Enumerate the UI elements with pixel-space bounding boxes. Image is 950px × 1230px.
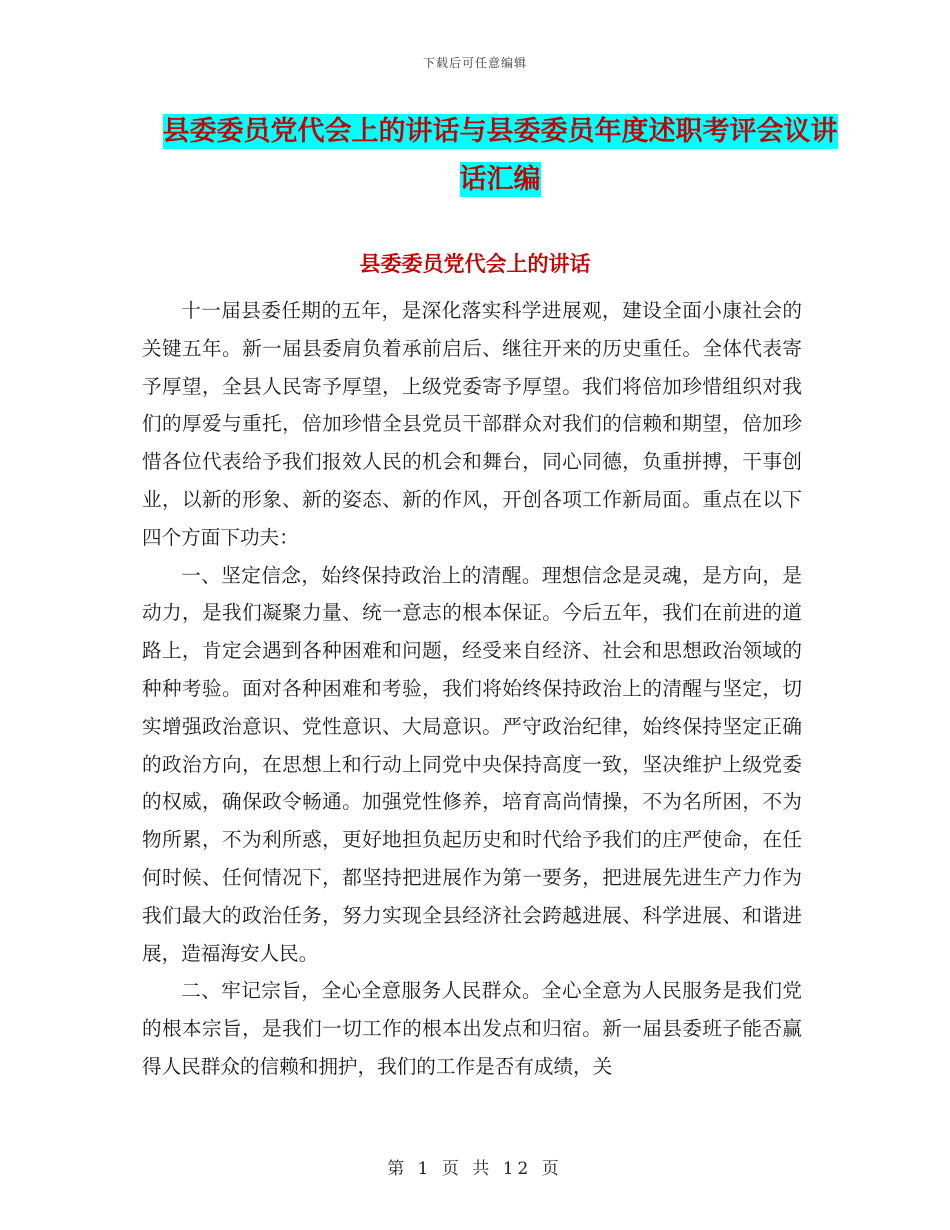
document-title: [150, 108, 850, 204]
paragraph: 二、牢记宗旨，全心全意服务人民群众。全心全意为人民服务是我们党的根本宗旨，是我们一切工作的根本出发点和归宿。新一届县委班子能否赢得人民群众的信赖和拥护，我们的工作是否有成绩，关: [142, 979, 802, 1078]
header-note: 下载后可任意编辑: [422, 56, 527, 70]
paragraph: 十一届县委任期的五年，是深化落实科学进展观，建设全面小康社会的关键五年。新一届县委肩负着承前启后、继往开来的历史重任。全体代表寄予厚望，全县人民寄予厚望，上级党委寄予厚望。我们将倍加珍惜组织对我们的厚爱与重托，倍加珍惜全县党员干部群众对我们的信赖和期望，倍加珍惜各位代表给予我们报效人民的机会和舞台，同心同德，负重拼搏，干事创业，以新的形象、新的姿态、新的作风，开创各项工作新局面。重点在以下四个方面下功夫：: [142, 299, 802, 549]
document-title-text: 县委委员党代会上的讲话与县委委员年度述职考评会议讲话汇编: [162, 116, 838, 195]
body-text: [142, 292, 802, 1086]
section-title: 县委委员党代会上的讲话: [359, 252, 591, 276]
paragraph: 一、坚定信念，始终保持政治上的清醒。理想信念是灵魂，是方向，是动力，是我们凝聚力量、统一意志的根本保证。今后五年，我们在前进的道路上，肯定会遇到各种困难和问题，经受来自经济、社会和思想政治领域的种种考验。面对各种困难和考验，我们将始终保持政治上的清醒与坚定，切实增强政治意识、党性意识、大局意识。严守政治纪律，始终保持坚定正确的政治方向，在思想上和行动上同党中央保持高度一致，坚决维护上级党委的权威，确保政令畅通。加强党性修养，培育高尚情操，不为名所困，不为物所累，不为利所惑，更好地担负起历史和时代给予我们的庄严使命，在任何时候、任何情况下，都坚持把进展作为第一要务，把进展先进生产力作为我们最大的政治任务，努力实现全县经济社会跨越进展、科学进展、和谐进展，造福海安人民。: [142, 563, 802, 965]
page-footer: 第 1 页 共 12 页: [387, 1159, 563, 1179]
